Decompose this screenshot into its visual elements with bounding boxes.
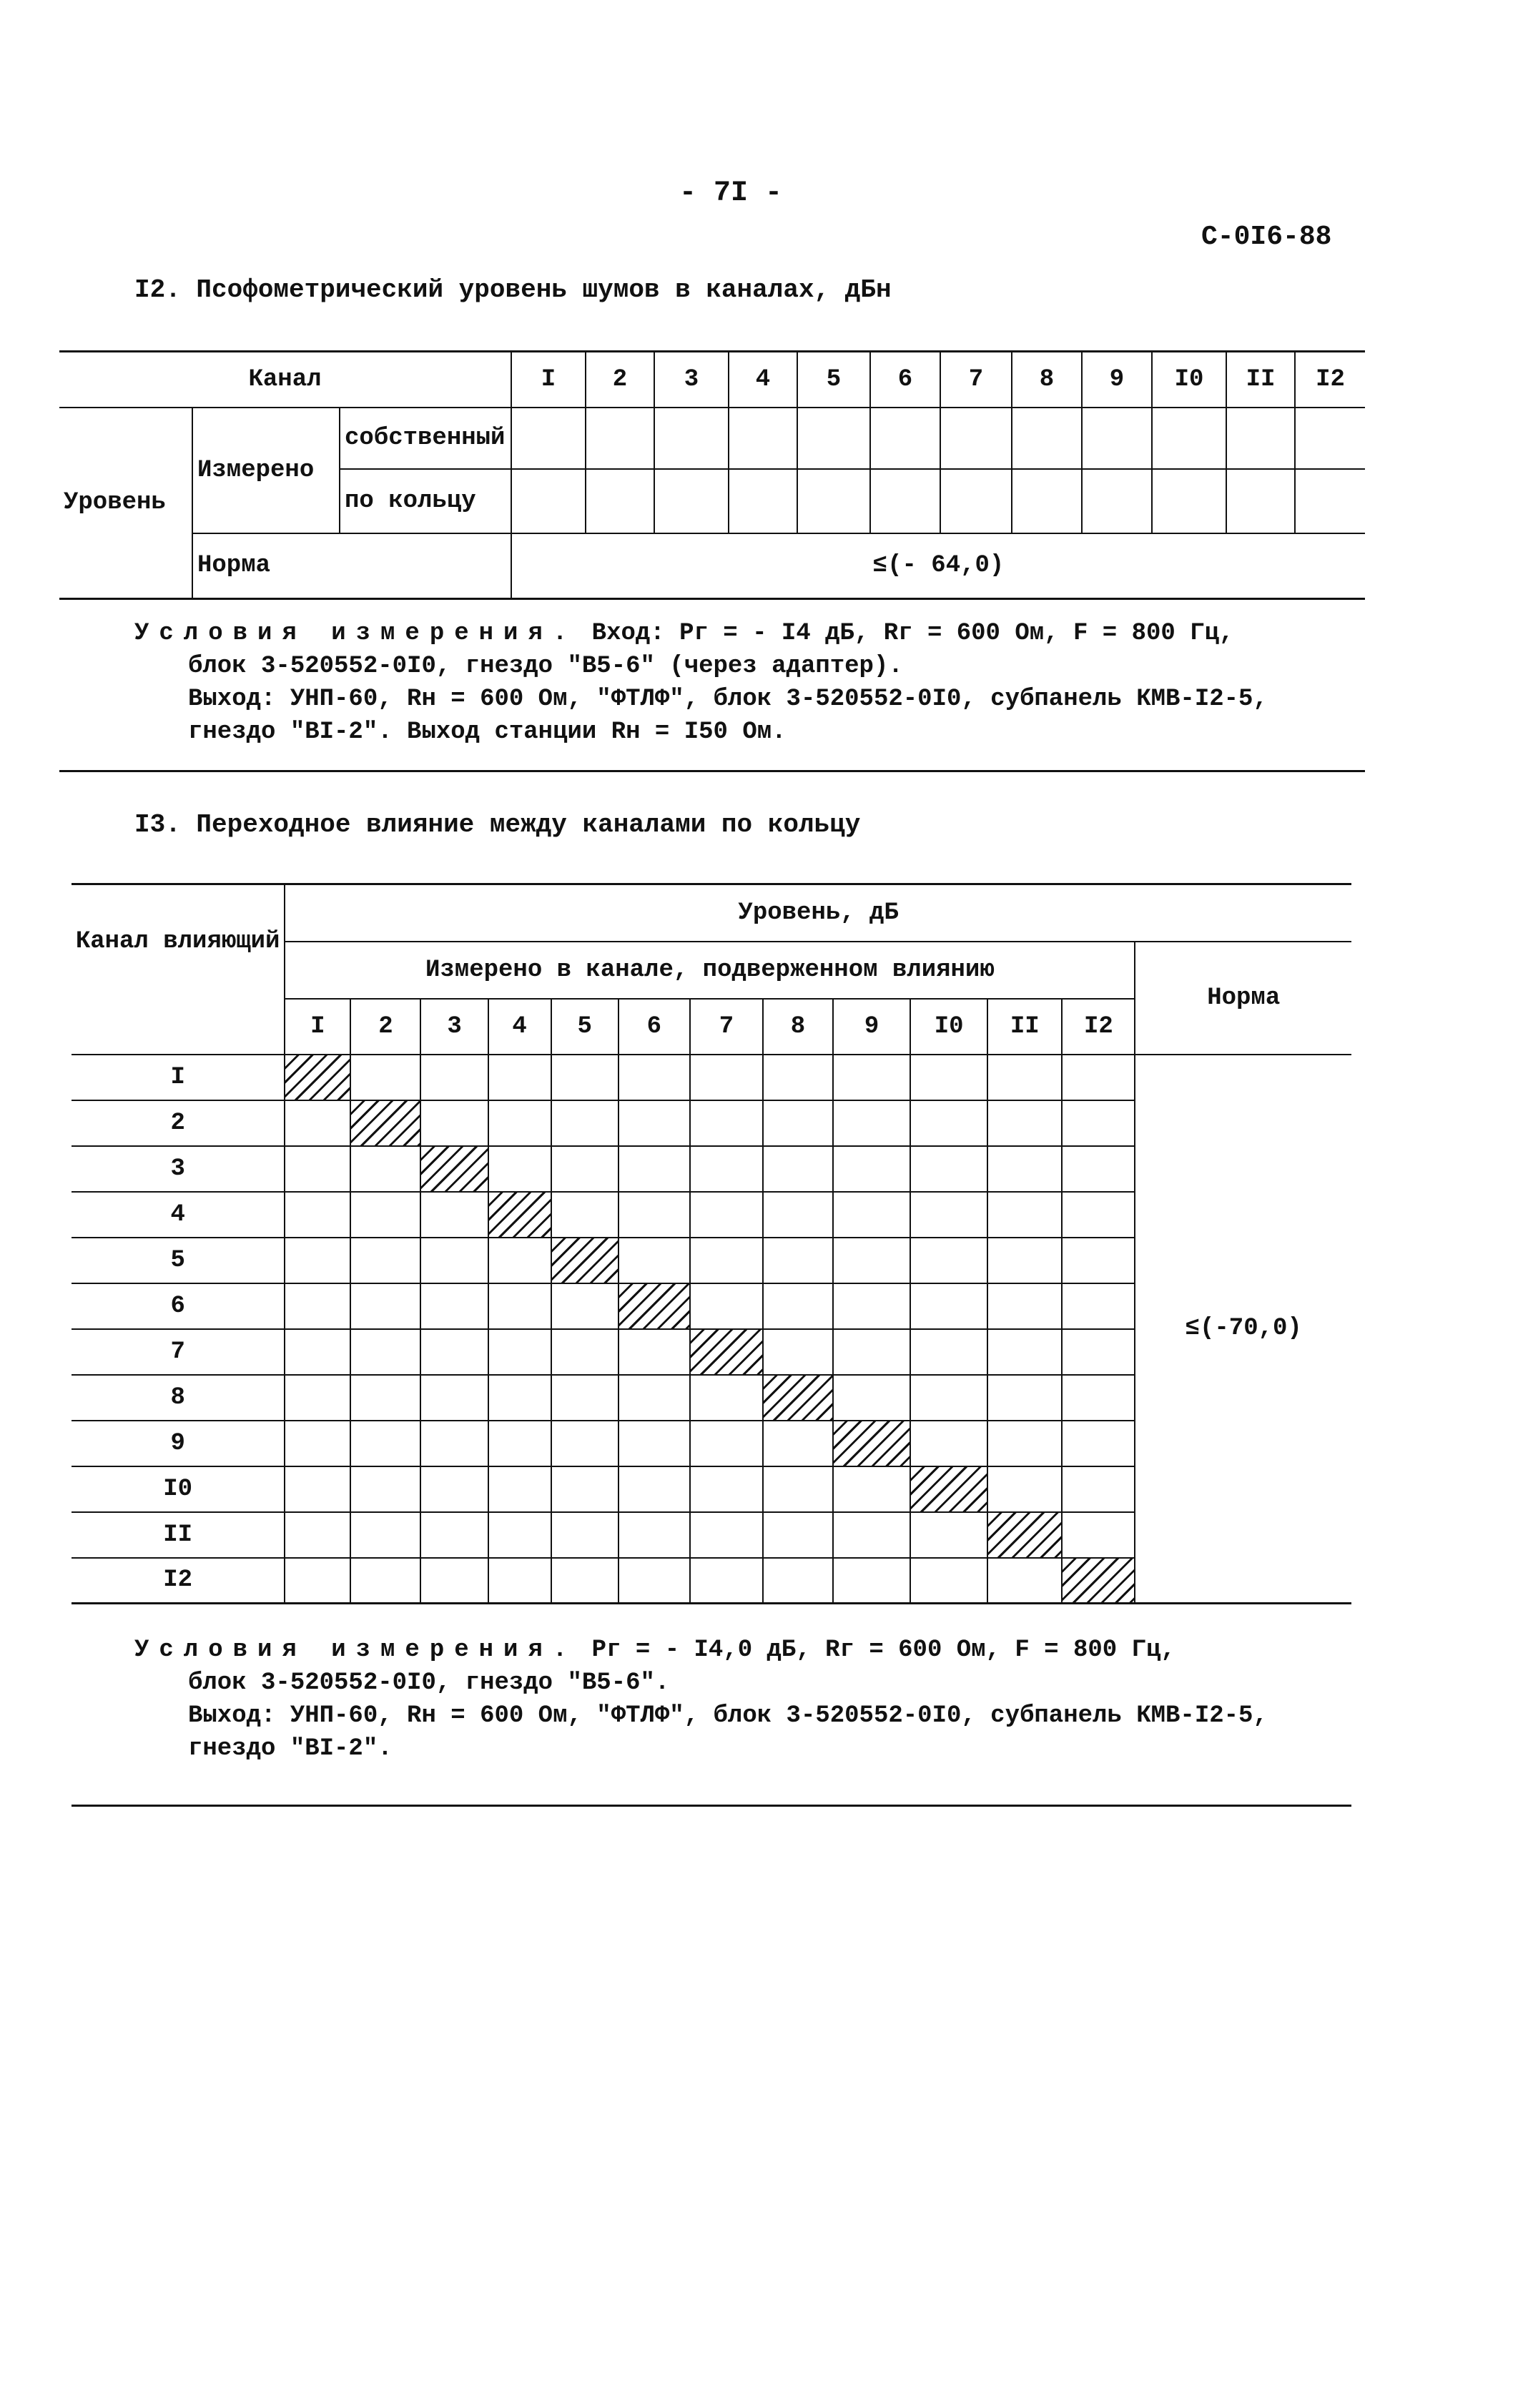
value-cell xyxy=(551,1558,618,1604)
table-row xyxy=(59,352,1365,408)
diagonal-hatched-cell xyxy=(551,1238,618,1283)
value-cell xyxy=(1226,408,1295,469)
value-cell xyxy=(1062,1512,1135,1558)
value-cell xyxy=(350,1466,420,1512)
value-cell xyxy=(618,1238,690,1283)
conditions-line: Выход: УНП-60, Rн = 600 Ом, "ФТЛФ", блок 3-520552-0I0, субпанель КМВ-I2-5, xyxy=(188,1702,1268,1729)
influencing-channel-label: 5 xyxy=(72,1238,285,1283)
value-cell xyxy=(1062,1329,1135,1375)
level-label: Уровень xyxy=(59,408,192,599)
value-cell xyxy=(511,469,586,533)
value-cell xyxy=(1226,469,1295,533)
value-cell xyxy=(1062,1238,1135,1283)
channel-number: 5 xyxy=(551,999,618,1055)
influencing-channel-label: 7 xyxy=(72,1329,285,1375)
diagonal-hatched-cell xyxy=(285,1055,350,1100)
value-cell xyxy=(285,1146,350,1192)
channel-number: 3 xyxy=(654,352,729,408)
value-cell xyxy=(1062,1283,1135,1329)
value-cell xyxy=(833,1238,910,1283)
value-cell xyxy=(488,1466,551,1512)
value-cell xyxy=(285,1100,350,1146)
value-cell xyxy=(910,1055,987,1100)
value-cell xyxy=(833,1466,910,1512)
channel-number: 7 xyxy=(690,999,763,1055)
channel-number: I xyxy=(285,999,350,1055)
noise-level-table xyxy=(59,350,1365,600)
measured-label: Измерено xyxy=(192,408,340,533)
channel-number: I0 xyxy=(910,999,987,1055)
value-cell xyxy=(833,1100,910,1146)
value-cell xyxy=(551,1466,618,1512)
channel-number: I xyxy=(511,352,586,408)
value-cell xyxy=(797,469,870,533)
diagonal-hatched-cell xyxy=(1062,1558,1135,1604)
divider xyxy=(59,770,1365,772)
value-cell xyxy=(833,1512,910,1558)
norm-value: ≤(-70,0) xyxy=(1135,1055,1351,1604)
value-cell xyxy=(350,1055,420,1100)
channel-number: 2 xyxy=(586,352,654,408)
channel-number: 6 xyxy=(870,352,940,408)
value-cell xyxy=(420,1329,488,1375)
value-cell xyxy=(618,1055,690,1100)
conditions-line: блок 3-520552-0I0, гнездо "В5-6". xyxy=(188,1669,670,1697)
value-cell xyxy=(690,1375,763,1421)
value-cell xyxy=(870,408,940,469)
channel-number: 9 xyxy=(1082,352,1152,408)
value-cell xyxy=(285,1238,350,1283)
value-cell xyxy=(763,1421,833,1466)
value-cell xyxy=(1152,469,1226,533)
value-cell xyxy=(420,1283,488,1329)
value-cell xyxy=(763,1055,833,1100)
crosstalk-table xyxy=(72,883,1351,1604)
value-cell xyxy=(1295,469,1365,533)
value-cell xyxy=(551,1192,618,1238)
value-cell xyxy=(763,1283,833,1329)
channel-number: 8 xyxy=(1012,352,1082,408)
value-cell xyxy=(987,1375,1062,1421)
conditions-heading: Условия измерения. xyxy=(134,1637,578,1664)
channel-number: 7 xyxy=(940,352,1012,408)
value-cell xyxy=(654,469,729,533)
channel-number: II xyxy=(1226,352,1295,408)
conditions-line: гнездо "ВI-2". xyxy=(188,1735,393,1762)
diagonal-hatched-cell xyxy=(488,1192,551,1238)
value-cell xyxy=(763,1512,833,1558)
influencing-channel-label: 6 xyxy=(72,1283,285,1329)
section-12-title: I2. Псофометрический уровень шумов в каналах, дБн xyxy=(134,275,892,305)
diagonal-hatched-cell xyxy=(987,1512,1062,1558)
influencing-channel-header: Канал влияющий xyxy=(72,884,285,1055)
value-cell xyxy=(350,1283,420,1329)
value-cell xyxy=(763,1238,833,1283)
channel-header: Канал xyxy=(59,352,511,408)
channel-number: 4 xyxy=(729,352,797,408)
influencing-channel-label: 2 xyxy=(72,1100,285,1146)
value-cell xyxy=(285,1283,350,1329)
value-cell xyxy=(618,1375,690,1421)
value-cell xyxy=(833,1192,910,1238)
value-cell xyxy=(763,1146,833,1192)
influencing-channel-label: I xyxy=(72,1055,285,1100)
influencing-channel-label: 4 xyxy=(72,1192,285,1238)
value-cell xyxy=(987,1055,1062,1100)
value-cell xyxy=(1152,408,1226,469)
value-cell xyxy=(1082,408,1152,469)
value-cell xyxy=(618,1192,690,1238)
value-cell xyxy=(420,1558,488,1604)
value-cell xyxy=(488,1146,551,1192)
value-cell xyxy=(940,469,1012,533)
value-cell xyxy=(987,1238,1062,1283)
value-cell xyxy=(488,1329,551,1375)
value-cell xyxy=(618,1146,690,1192)
ring-label: по кольцу xyxy=(340,469,511,533)
channel-number: I0 xyxy=(1152,352,1226,408)
value-cell xyxy=(285,1466,350,1512)
value-cell xyxy=(987,1329,1062,1375)
value-cell xyxy=(690,1100,763,1146)
value-cell xyxy=(420,1192,488,1238)
value-cell xyxy=(618,1466,690,1512)
conditions-heading: Условия измерения. xyxy=(134,620,578,647)
value-cell xyxy=(690,1512,763,1558)
value-cell xyxy=(940,408,1012,469)
value-cell xyxy=(488,1055,551,1100)
value-cell xyxy=(488,1238,551,1283)
value-cell xyxy=(870,469,940,533)
value-cell xyxy=(763,1558,833,1604)
page-number: - 7I - xyxy=(679,177,783,209)
value-cell xyxy=(833,1375,910,1421)
value-cell xyxy=(511,408,586,469)
channel-number: I2 xyxy=(1062,999,1135,1055)
value-cell xyxy=(285,1421,350,1466)
value-cell xyxy=(350,1238,420,1283)
value-cell xyxy=(420,1238,488,1283)
value-cell xyxy=(350,1192,420,1238)
value-cell xyxy=(551,1375,618,1421)
value-cell xyxy=(1062,1192,1135,1238)
value-cell xyxy=(285,1558,350,1604)
value-cell xyxy=(690,1192,763,1238)
value-cell xyxy=(285,1192,350,1238)
value-cell xyxy=(1295,408,1365,469)
value-cell xyxy=(833,1283,910,1329)
value-cell xyxy=(763,1100,833,1146)
value-cell xyxy=(551,1512,618,1558)
value-cell xyxy=(987,1466,1062,1512)
value-cell xyxy=(551,1329,618,1375)
value-cell xyxy=(420,1466,488,1512)
value-cell xyxy=(1062,1146,1135,1192)
channel-number: 5 xyxy=(797,352,870,408)
value-cell xyxy=(350,1375,420,1421)
value-cell xyxy=(1062,1100,1135,1146)
value-cell xyxy=(1062,1375,1135,1421)
table-row xyxy=(72,884,1351,942)
conditions-line: Выход: УНП-60, Rн = 600 Ом, "ФТЛФ", блок 3-520552-0I0, субпанель КМВ-I2-5, xyxy=(188,686,1268,713)
value-cell xyxy=(910,1329,987,1375)
value-cell xyxy=(586,408,654,469)
value-cell xyxy=(987,1421,1062,1466)
document-code: С-0I6-88 xyxy=(1201,222,1332,252)
value-cell xyxy=(910,1283,987,1329)
norm-label: Норма xyxy=(192,533,511,599)
value-cell xyxy=(833,1146,910,1192)
value-cell xyxy=(1012,469,1082,533)
value-cell xyxy=(763,1192,833,1238)
value-cell xyxy=(910,1238,987,1283)
influencing-channel-label: I0 xyxy=(72,1466,285,1512)
value-cell xyxy=(910,1558,987,1604)
value-cell xyxy=(551,1421,618,1466)
diagonal-hatched-cell xyxy=(690,1329,763,1375)
value-cell xyxy=(285,1375,350,1421)
value-cell xyxy=(1062,1466,1135,1512)
table-row xyxy=(59,408,1365,469)
value-cell xyxy=(690,1146,763,1192)
conditions-line: гнездо "ВI-2". Выход станции Rн = I50 Ом. xyxy=(188,719,787,746)
value-cell xyxy=(586,469,654,533)
section-12-conditions xyxy=(134,617,1364,749)
value-cell xyxy=(729,469,797,533)
value-cell xyxy=(910,1421,987,1466)
value-cell xyxy=(488,1100,551,1146)
channel-number: 2 xyxy=(350,999,420,1055)
value-cell xyxy=(690,1558,763,1604)
value-cell xyxy=(1062,1421,1135,1466)
divider xyxy=(72,1805,1351,1807)
section-13-title: I3. Переходное влияние между каналами по кольцу xyxy=(134,810,861,839)
norm-value: ≤(- 64,0) xyxy=(511,533,1365,599)
value-cell xyxy=(1012,408,1082,469)
diagonal-hatched-cell xyxy=(350,1100,420,1146)
value-cell xyxy=(618,1100,690,1146)
value-cell xyxy=(551,1146,618,1192)
diagonal-hatched-cell xyxy=(763,1375,833,1421)
value-cell xyxy=(420,1375,488,1421)
value-cell xyxy=(551,1100,618,1146)
value-cell xyxy=(618,1512,690,1558)
channel-number: I2 xyxy=(1295,352,1365,408)
value-cell xyxy=(618,1329,690,1375)
value-cell xyxy=(488,1421,551,1466)
value-cell xyxy=(987,1558,1062,1604)
value-cell xyxy=(350,1329,420,1375)
influencing-channel-label: 8 xyxy=(72,1375,285,1421)
conditions-line: блок 3-520552-0I0, гнездо "В5-6" (через адаптер). xyxy=(188,653,903,680)
value-cell xyxy=(350,1146,420,1192)
channel-number: 9 xyxy=(833,999,910,1055)
value-cell xyxy=(285,1512,350,1558)
value-cell xyxy=(420,1100,488,1146)
value-cell xyxy=(763,1466,833,1512)
measured-header: Измерено в канале, подверженном влиянию xyxy=(285,942,1135,999)
value-cell xyxy=(1062,1055,1135,1100)
level-header: Уровень, дБ xyxy=(285,884,1351,942)
channel-number: 4 xyxy=(488,999,551,1055)
value-cell xyxy=(618,1558,690,1604)
channel-number: 6 xyxy=(618,999,690,1055)
influencing-channel-label: I2 xyxy=(72,1558,285,1604)
value-cell xyxy=(987,1146,1062,1192)
value-cell xyxy=(910,1146,987,1192)
channel-number: II xyxy=(987,999,1062,1055)
value-cell xyxy=(551,1283,618,1329)
value-cell xyxy=(690,1421,763,1466)
value-cell xyxy=(729,408,797,469)
influencing-channel-label: 9 xyxy=(72,1421,285,1466)
value-cell xyxy=(690,1283,763,1329)
value-cell xyxy=(488,1375,551,1421)
conditions-line: Вход: Pг = - I4 дБ, Rг = 600 Ом, F = 800 Гц, xyxy=(591,620,1234,647)
value-cell xyxy=(350,1421,420,1466)
value-cell xyxy=(910,1192,987,1238)
diagonal-hatched-cell xyxy=(910,1466,987,1512)
value-cell xyxy=(690,1055,763,1100)
value-cell xyxy=(833,1055,910,1100)
value-cell xyxy=(987,1283,1062,1329)
value-cell xyxy=(285,1329,350,1375)
diagonal-hatched-cell xyxy=(420,1146,488,1192)
value-cell xyxy=(690,1238,763,1283)
own-noise-label: собственный xyxy=(340,408,511,469)
influencing-channel-label: II xyxy=(72,1512,285,1558)
channel-number: 8 xyxy=(763,999,833,1055)
influencing-channel-label: 3 xyxy=(72,1146,285,1192)
section-13-conditions xyxy=(134,1634,1364,1765)
norm-header: Норма xyxy=(1135,942,1351,1055)
value-cell xyxy=(763,1329,833,1375)
value-cell xyxy=(488,1558,551,1604)
value-cell xyxy=(420,1055,488,1100)
value-cell xyxy=(1082,469,1152,533)
value-cell xyxy=(910,1512,987,1558)
value-cell xyxy=(833,1558,910,1604)
value-cell xyxy=(420,1421,488,1466)
value-cell xyxy=(654,408,729,469)
value-cell xyxy=(987,1192,1062,1238)
channel-number: 3 xyxy=(420,999,488,1055)
value-cell xyxy=(797,408,870,469)
value-cell xyxy=(488,1512,551,1558)
value-cell xyxy=(488,1283,551,1329)
diagonal-hatched-cell xyxy=(618,1283,690,1329)
value-cell xyxy=(833,1329,910,1375)
table-row xyxy=(72,1055,1351,1100)
value-cell xyxy=(618,1421,690,1466)
conditions-line: Pг = - I4,0 дБ, Rг = 600 Ом, F = 800 Гц, xyxy=(591,1637,1175,1664)
table-row xyxy=(59,533,1365,599)
value-cell xyxy=(690,1466,763,1512)
diagonal-hatched-cell xyxy=(833,1421,910,1466)
value-cell xyxy=(987,1100,1062,1146)
value-cell xyxy=(910,1375,987,1421)
value-cell xyxy=(910,1100,987,1146)
value-cell xyxy=(350,1512,420,1558)
value-cell xyxy=(551,1055,618,1100)
value-cell xyxy=(420,1512,488,1558)
value-cell xyxy=(350,1558,420,1604)
